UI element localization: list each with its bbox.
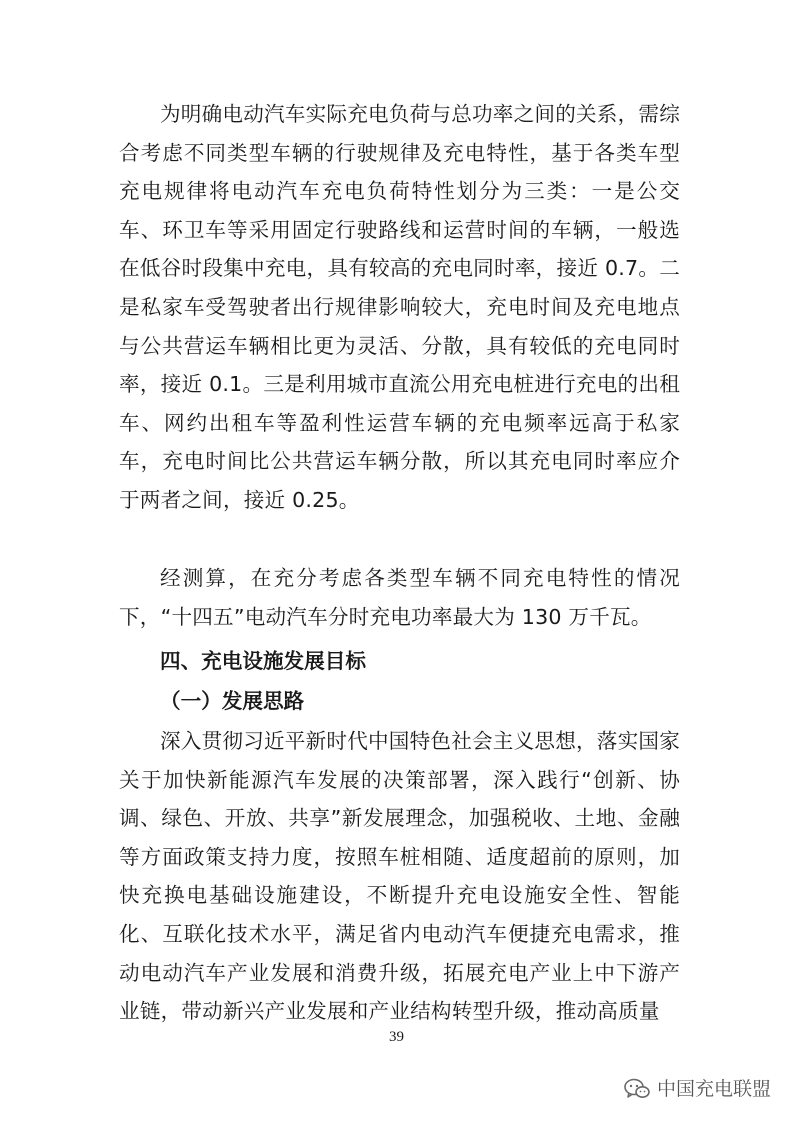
watermark bbox=[623, 1076, 771, 1102]
paragraph-max-charging-power: 经测算，在充分考虑各类型车辆不同充电特性的情况下，“十四五”电动汽车分时充电功率最大为 130 万千瓦。 bbox=[119, 566, 680, 629]
wechat-icon bbox=[623, 1077, 651, 1101]
paragraph-charging-load: 为明确电动汽车实际充电负荷与总功率之间的关系，需综合考虑不同类型车辆的行驶规律及充电特性，基于各类车型充电规律将电动汽车充电负荷特性划分为三类：一是公交车、环卫车等采用固定行驶路线和运营时间的车辆，一般选在低谷时段集中充电，具有较高的充电同时率，接近 0.7。二是私家车受驾驶者出行规律影响较大，充电时间及充电地点与公共营运车辆相比更为灵活、分散，具有较低的充电同时率，接近 0.1。三是利用城市直流公用充电桩进行充电的出租车、网约出租车等盈利性运营车辆的充电频率远高于私家车，充电时间比公共营运车辆分散，所以其充电同时率应介于两者之间，接近 0.25。 bbox=[119, 102, 680, 512]
paragraph-development-approach: 深入贯彻习近平新时代中国特色社会主义思想，落实国家关于加快新能源汽车发展的决策部署，深入践行“创新、协调、绿色、开放、共享”新发展理念，加强税收、土地、金融等方面政策支持力度，按照车桩相随、适度超前的原则，加快充换电基础设施建设，不断提升充电设施安全性、智能化、互联化技术水平，满足省内电动汽车便捷充电需求，推动电动汽车产业发展和消费升级，拓展充电产业上中下游产业链，带动新兴产业发展和产业结构转型升级，推动高质量 bbox=[119, 729, 680, 1024]
watermark-text: 中国充电联盟 bbox=[656, 1078, 771, 1100]
page-number: 39 bbox=[389, 1029, 404, 1045]
subsection-heading: （一）发展思路 bbox=[160, 689, 305, 713]
section-heading: 四、充电设施发展目标 bbox=[160, 649, 366, 673]
